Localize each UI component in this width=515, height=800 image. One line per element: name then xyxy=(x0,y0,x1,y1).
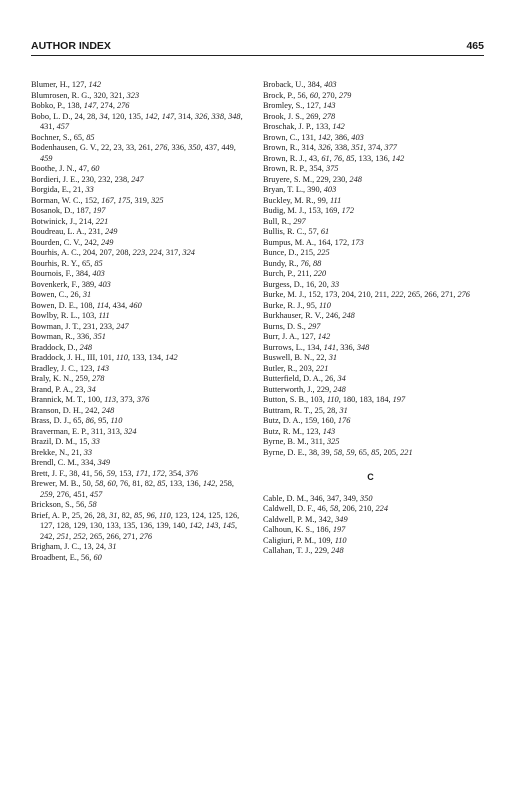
index-entry: Burkhauser, R. V., 246, 248 xyxy=(263,311,355,320)
index-entry: Brown, R. J., 43, 61, 76, 85, 133, 136, 142 xyxy=(263,153,405,163)
index-entry: Boudreau, L. A., 231, 249 xyxy=(31,227,118,236)
index-entry: Buttram, R. T., 25, 28, 31 xyxy=(263,405,348,415)
index-entry: Butler, R., 203, 221 xyxy=(263,363,329,373)
index-entry: Budig, M. J., 153, 169, 172 xyxy=(263,206,355,215)
index-entry: Burgess, D., 16, 20, 33 xyxy=(263,279,340,289)
index-entry: Brekke, N., 21, 33 xyxy=(31,447,93,457)
index-entry: Bruyere, S. M., 229, 230, 248 xyxy=(263,174,362,184)
index-entry: Broschak, J. P., 133, 142 xyxy=(263,122,345,131)
index-entry: Braddock, D., 248 xyxy=(31,342,93,352)
index-entry: Brand, P. A., 23, 34 xyxy=(31,384,96,394)
index-entry: Bowman, R., 336, 351 xyxy=(31,332,106,341)
index-entry: Bowlby, R. L., 103, 111 xyxy=(31,311,110,320)
index-entry: Cable, D. M., 346, 347, 349, 350 xyxy=(263,493,373,503)
index-entry: Butz, D. A., 159, 160, 176 xyxy=(263,416,351,425)
index-entry: Burch, P., 211, 220 xyxy=(263,269,327,278)
index-entry: Broadbent, E., 56, 60 xyxy=(31,552,102,562)
index-entry: Brickson, S., 56, 58 xyxy=(31,500,97,509)
index-entry: Butterworth, J., 229, 248 xyxy=(263,384,346,394)
index-entry: Brief, A. P., 25, 26, 28, 31, 82, 85, 96, 110, 123, 124, 125, 126, 127, 128, 129, 130, 133, 135, 136, 139, 140, 142, 143, 145, 242, 251, 252, 265, 266, 271, 276 xyxy=(31,510,240,541)
index-entry: Buckley, M. R., 99, 111 xyxy=(263,195,342,205)
index-entry: Brewer, M. B., 50, 58, 60, 76, 81, 82, 85, 133, 136, 142, 258, 259, 276, 451, 457 xyxy=(31,479,234,499)
index-entry: Braddock, J. H., III, 101, 110, 133, 134, 142 xyxy=(31,353,178,362)
index-entry: Button, S. B., 103, 110, 180, 183, 184, 197 xyxy=(263,395,406,404)
header-title: AUTHOR INDEX xyxy=(31,40,111,52)
index-entry: Bochner, S., 65, 85 xyxy=(31,132,95,142)
index-entry: Bromley, S., 127, 143 xyxy=(263,101,336,110)
index-column-right xyxy=(263,80,478,557)
index-entry: Brass, D. J., 65, 86, 95, 110 xyxy=(31,416,123,425)
index-entry: Burke, R. J., 95, 110 xyxy=(263,300,331,310)
page-number: 465 xyxy=(466,40,484,52)
index-entry: Bournois, F., 384, 403 xyxy=(31,269,105,278)
index-entry: Borman, W. C., 152, 167, 175, 319, 325 xyxy=(31,195,164,205)
index-entry: Caligiuri, P. M., 109, 110 xyxy=(263,535,347,545)
index-entry: Braverman, E. P., 311, 313, 324 xyxy=(31,426,137,436)
index-entry: Bovenkerk, F., 389, 403 xyxy=(31,279,111,289)
index-entry: Bundy, R., 76, 88 xyxy=(263,258,322,268)
running-header xyxy=(31,40,484,52)
index-entry: Bodenhausen, G. V., 22, 23, 33, 261, 276, 336, 350, 437, 449, 459 xyxy=(31,143,236,163)
index-entry: Bryan, T. L., 390, 403 xyxy=(263,185,337,194)
index-entry: Braly, K. N., 259, 278 xyxy=(31,374,105,383)
index-entry: Blumer, H., 127, 142 xyxy=(31,80,101,89)
index-entry: Bourhis, A. C., 204, 207, 208, 223, 224, 317, 324 xyxy=(31,248,195,257)
index-entry: Boothe, J. N., 47, 60 xyxy=(31,164,100,173)
index-entry: Branson, D. H., 242, 248 xyxy=(31,405,115,415)
index-entry: Bowen, D. E., 108, 114, 434, 460 xyxy=(31,300,142,310)
index-entry: Brannick, M. T., 100, 113, 373, 376 xyxy=(31,395,150,404)
index-entry: Byrne, D. E., 38, 39, 58, 59, 65, 85, 205, 221 xyxy=(263,447,413,457)
index-entry: Bowman, J. T., 231, 233, 247 xyxy=(31,321,129,331)
index-entry: Caldwell, P. M., 342, 349 xyxy=(263,514,348,524)
index-entry: Brown, R. P., 354, 375 xyxy=(263,164,339,173)
index-entry: Brett, J. F., 38, 41, 56, 59, 153, 171, 172, 354, 376 xyxy=(31,468,198,478)
index-entry: Brazil, D. M., 15, 33 xyxy=(31,437,100,446)
index-entry: Butterfield, D. A., 26, 34 xyxy=(263,374,346,383)
index-entry: Bourden, C. V., 242, 249 xyxy=(31,237,114,247)
index-entry: Byrne, B. M., 311, 325 xyxy=(263,437,340,446)
index-entry: Callahan, T. J., 229, 248 xyxy=(263,546,344,555)
index-entries-c xyxy=(263,494,478,557)
index-entry: Bobko, P., 138, 147, 274, 276 xyxy=(31,101,130,110)
index-entry: Bumpus, M. A., 164, 172, 173 xyxy=(263,237,364,247)
index-entry: Bobo, L. D., 24, 28, 34, 120, 135, 142, 147, 314, 326, 338, 348, 431, 457 xyxy=(31,111,243,131)
index-entry: Bull, R., 297 xyxy=(263,216,306,226)
index-entry: Brendl, C. M., 334, 349 xyxy=(31,458,111,467)
index-column-left xyxy=(31,80,246,563)
index-entry: Brown, C., 131, 142, 386, 403 xyxy=(263,132,364,142)
section-letter: C xyxy=(367,472,374,482)
index-entry: Bourhis, R. Y., 65, 85 xyxy=(31,258,103,268)
index-entry: Calhoun, K. S., 186, 197 xyxy=(263,525,346,534)
index-entry: Burr, J. A., 127, 142 xyxy=(263,332,331,341)
index-entry: Burrows, L., 134, 141, 336, 348 xyxy=(263,342,370,352)
index-entry: Brook, J. S., 269, 278 xyxy=(263,111,336,121)
index-entry: Burke, M. J., 152, 173, 204, 210, 211, 222, 265, 266, 271, 276 xyxy=(263,290,470,299)
index-entry: Butz, R. M., 123, 143 xyxy=(263,426,336,436)
index-entry: Bowen, C., 26, 31 xyxy=(31,290,92,299)
header-rule xyxy=(31,55,484,56)
index-entry: Botwinick, J., 214, 221 xyxy=(31,216,109,226)
index-entry: Bunce, D., 215, 225 xyxy=(263,248,330,257)
index-entry: Bosanok, D., 187, 197 xyxy=(31,206,106,215)
index-entry: Buswell, B. N., 22, 31 xyxy=(263,353,337,362)
index-entry: Caldwell, D. F., 46, 58, 206, 210, 224 xyxy=(263,504,388,513)
index-entry: Borgida, E., 21, 33 xyxy=(31,185,94,194)
index-entry: Blumrosen, R. G., 320, 321, 323 xyxy=(31,90,140,100)
index-entry: Burns, D. S., 297 xyxy=(263,321,321,331)
index-entry: Brigham, J. C., 13, 24, 31 xyxy=(31,542,117,551)
index-entry: Bradley, J. C., 123, 143 xyxy=(31,363,110,373)
index-entry: Bordieri, J. E., 230, 232, 238, 247 xyxy=(31,174,144,184)
index-entry: Bullis, R. C., 57, 61 xyxy=(263,227,330,236)
index-entry: Brock, P., 56, 60, 270, 279 xyxy=(263,90,352,100)
index-entry: Broback, U., 384, 403 xyxy=(263,80,337,89)
index-entries-b xyxy=(263,80,478,458)
index-entry: Brown, R., 314, 326, 338, 351, 374, 377 xyxy=(263,143,397,152)
